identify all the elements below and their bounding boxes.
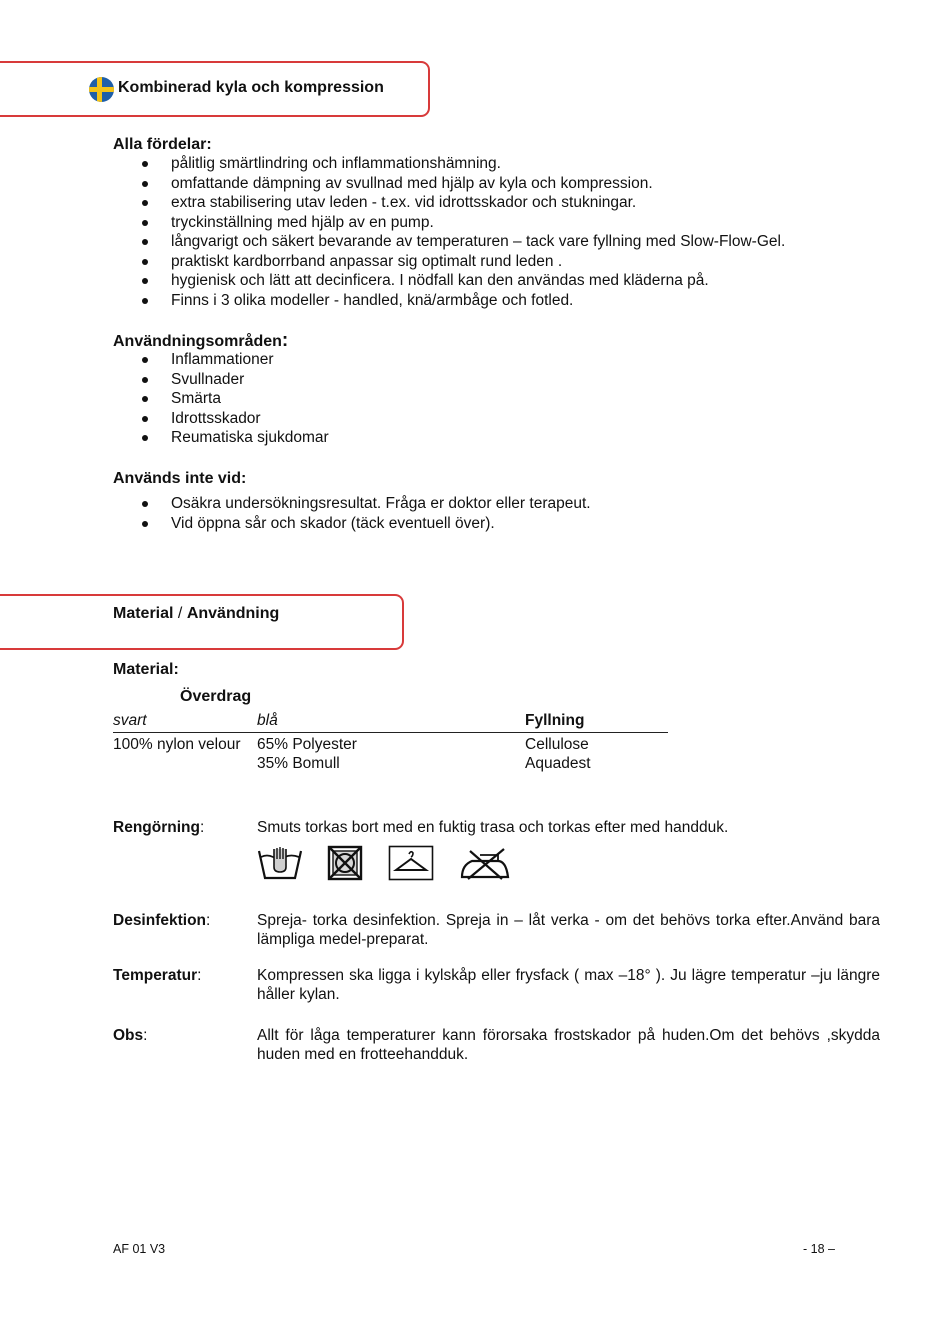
- not-used-heading: Används inte vid:: [113, 470, 247, 487]
- bullet-icon: [142, 435, 148, 441]
- list-item: omfattande dämpning av svullnad med hjälp av kyla och kompression.: [113, 174, 785, 194]
- disinfection-label: Desinfektion:: [113, 912, 211, 929]
- advantages-list: [113, 154, 785, 310]
- table-cell: Aquadest: [525, 755, 591, 772]
- temperature-text: Kompressen ska ligga i kylskåp eller frysfack ( max –18° ). Ju lägre temperatur –ju längre håller kylan.: [257, 967, 880, 1003]
- bullet-icon: [142, 278, 148, 284]
- uses-heading: Användningsområden:: [113, 330, 289, 351]
- temperature-label: Temperatur:: [113, 967, 202, 984]
- footer-page-number: - 18 –: [803, 1242, 835, 1256]
- list-item: Idrottsskador: [113, 409, 329, 429]
- list-item: Inflammationer: [113, 350, 329, 370]
- list-item: extra stabilisering utav leden - t.ex. vid idrottsskador och stukningar.: [113, 193, 785, 213]
- list-item: Svullnader: [113, 370, 329, 390]
- disinfection-text: Spreja- torka desinfektion. Spreja in – låt verka - om det behövs torka efter.Använd bara lämpliga medel-preparat.: [257, 912, 880, 948]
- note-text: Allt för låga temperaturer kann förorsaka frostskador på huden.Om det behövs ,skydda huden med en frotteehandduk.: [257, 1027, 880, 1063]
- section-title: Material / Användning: [113, 605, 280, 622]
- table-cell: 100% nylon velour: [113, 736, 241, 753]
- list-item: långvarigt och säkert bevarande av temperaturen – tack vare fyllning med Slow-Flow-Gel.: [113, 232, 785, 252]
- bullet-icon: [142, 259, 148, 265]
- table-cell: 35% Bomull: [257, 755, 340, 772]
- uses-list: [113, 350, 329, 448]
- list-item: Finns i 3 olika modeller - handled, knä/armbåge och fotled.: [113, 291, 785, 311]
- list-item: Osäkra undersökningsresultat. Fråga er doktor eller terapeut.: [113, 494, 591, 514]
- list-item: Smärta: [113, 389, 329, 409]
- bullet-icon: [142, 161, 148, 167]
- list-item: Vid öppna sår och skador (täck eventuell över).: [113, 514, 591, 534]
- bullet-icon: [142, 298, 148, 304]
- bullet-icon: [142, 521, 148, 527]
- no-tumble-dry-icon: [327, 845, 363, 886]
- list-item: tryckinställning med hjälp av en pump.: [113, 213, 785, 233]
- bullet-icon: [142, 200, 148, 206]
- bullet-icon: [142, 239, 148, 245]
- list-item: Reumatiska sjukdomar: [113, 428, 329, 448]
- bullet-icon: [142, 396, 148, 402]
- hand-wash-icon: [257, 845, 303, 886]
- cleaning-text: Smuts torkas bort med en fuktig trasa och torkas efter med handduk.: [257, 819, 729, 836]
- column-header-black: svart: [113, 712, 147, 729]
- note-label: Obs:: [113, 1027, 148, 1044]
- list-item: hygienisk och lätt att decinficera. I nödfall kan den användas med kläderna på.: [113, 271, 785, 291]
- material-heading: Material:: [113, 661, 179, 678]
- table-rule: [113, 732, 668, 733]
- bullet-icon: [142, 416, 148, 422]
- column-header-blue: blå: [257, 712, 278, 729]
- cover-heading: Överdrag: [180, 688, 252, 705]
- not-used-list: [113, 494, 591, 533]
- list-item: praktiskt kardborrband anpassar sig optimalt rund leden .: [113, 252, 785, 272]
- bullet-icon: [142, 357, 148, 363]
- advantages-heading: Alla fördelar:: [113, 136, 212, 153]
- footer-document-code: AF 01 V3: [113, 1242, 166, 1256]
- list-item: pålitlig smärtlindring och inflammationshämning.: [113, 154, 785, 174]
- bullet-icon: [142, 377, 148, 383]
- cleaning-label: Rengörning:: [113, 819, 205, 836]
- swedish-flag-icon: [89, 77, 114, 102]
- bullet-icon: [142, 501, 148, 507]
- table-cell: 65% Polyester: [257, 736, 357, 753]
- column-header-filling: Fyllning: [525, 712, 585, 729]
- no-iron-icon: [458, 845, 512, 886]
- bullet-icon: [142, 220, 148, 226]
- hang-dry-icon: [388, 845, 434, 886]
- bullet-icon: [142, 181, 148, 187]
- table-cell: Cellulose: [525, 736, 589, 753]
- section-title: Kombinerad kyla och kompression: [118, 79, 384, 96]
